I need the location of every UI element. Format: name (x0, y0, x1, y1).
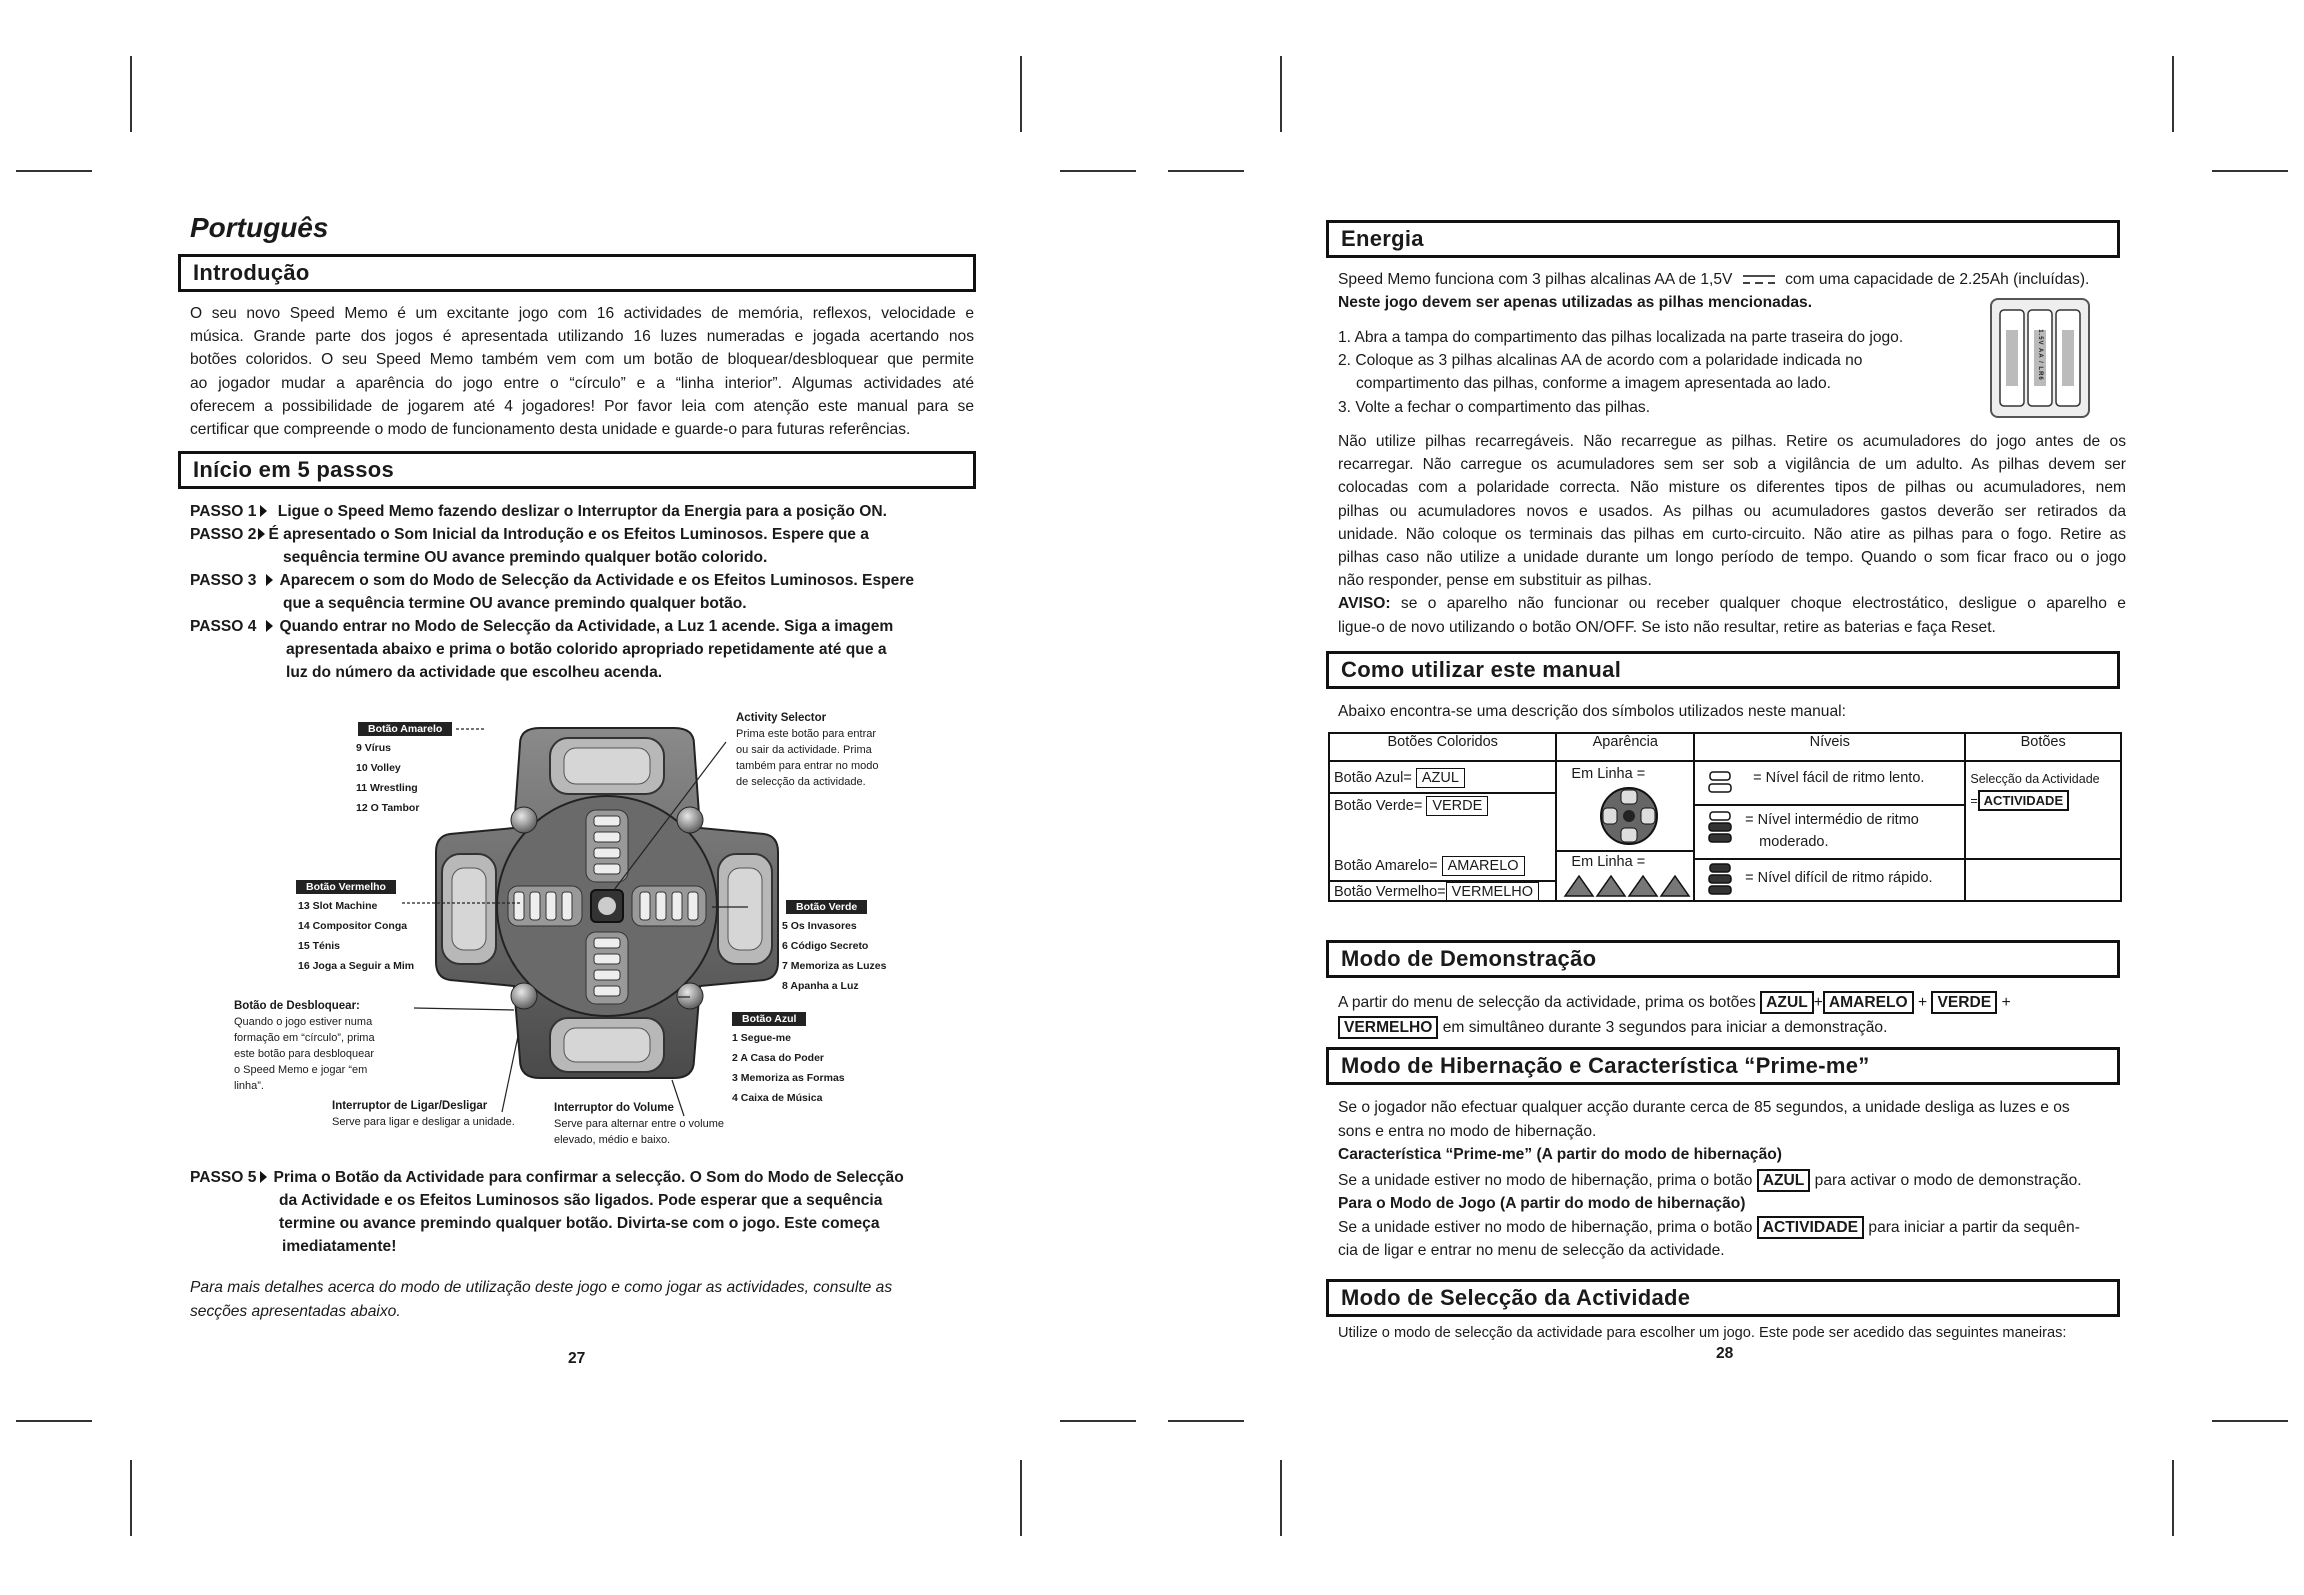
battery-label: 1.5V AA / LR6 (2037, 329, 2043, 381)
battery-compartment-illustration (1990, 298, 2090, 418)
crop-mark (1280, 1460, 1282, 1536)
box-amarelo: AMARELO (1442, 856, 1525, 876)
crop-mark (2212, 1420, 2288, 1422)
demo-btn-verde: VERDE (1931, 991, 1997, 1014)
intro-paragraph: O seu novo Speed Memo é um excitante jogo com 16 actividades de memória, reflexos, velocidade e música. Grande parte dos jogos é apresentada utilizando 16 luzes numeradas e jogada acertando nos botões coloridos. O seu Speed Memo também vem com um botão de bloquear/desbloquear que permite ao jogador mudar a aparência do jogo entre o “círculo” e a “linha interior”. Algumas actividades até oferecem a possibilidade de jogarem até 4 jogadores! Por favor leia com atenção este manual para se certificar que compreende o modo de funcionamento desta unidade e guarde-o para futuras referências. (190, 305, 974, 439)
step-3: PASSO 3 Aparecem o som do Modo de Selecção da Actividade e os Efeitos Luminosos. Espere que a sequência termine OU avance premindo qualquer botão. (190, 572, 915, 612)
hiber-btn-azul: AZUL (1757, 1169, 1811, 1192)
col-levels: Níveis (1694, 733, 1965, 761)
demo-btn-amarelo: AMARELO (1823, 991, 1914, 1014)
col-colored-buttons: Botões Coloridos (1329, 733, 1556, 761)
speed-memo-diagram (190, 700, 980, 1160)
crop-mark (2212, 170, 2288, 172)
crop-mark (1168, 170, 1244, 172)
yellow-activity-list: 9 Vírus 10 Volley 11 Wrestling 12 O Tambor (356, 742, 420, 814)
arrow-right-icon (258, 528, 265, 540)
hibernation-heading: Modo de Hibernação e Característica “Prime-me” (1326, 1047, 2120, 1085)
unlock-button-note: Botão de Desbloquear: Quando o jogo estiver numa formação em “círculo”, prima este botão para desbloquear o Speed Memo e jogar “em linha”. (234, 1000, 375, 1092)
box-verde: VERDE (1426, 796, 1488, 816)
red-activity-list: 13 Slot Machine 14 Compositor Conga 15 Ténis 16 Joga a Seguir a Mim (298, 900, 415, 972)
line-formation-icon (1561, 870, 1693, 902)
power-switch-note: Interruptor de Ligar/Desligar Serve para ligar e desligar a unidade. (332, 1100, 515, 1128)
step-1: PASSO 1 Ligue o Speed Memo fazendo deslizar o Interruptor da Energia para a posição ON. (190, 503, 887, 520)
crop-mark (16, 170, 92, 172)
step-5: PASSO 5 Prima o Botão da Actividade para confirmar a selecção. O Som do Modo de Selecção da Actividade e os Efeitos Luminosos são ligados. Pode esperar que a sequência termine ou avance premindo qualquer botão. Divirta-se com o jogo. Este começa imediatamente! (190, 1169, 904, 1255)
crop-mark (2172, 1460, 2174, 1536)
box-vermelho: VERMELHO (1446, 882, 1539, 902)
demo-btn-azul: AZUL (1760, 991, 1814, 1014)
level-hard-icon (1707, 862, 1733, 898)
energy-steps: 1. Abra a tampa do compartimento das pilhas localizada na parte traseira do jogo. 2. Coloque as 3 pilhas alcalinas AA de acordo com a polaridade indicada no compartimento das pilhas, conforme a imagem apresentada ao lado. 3. Volte a fechar o compartimento das pilhas. (1338, 329, 1904, 416)
arrow-right-icon (266, 574, 273, 586)
step-4: PASSO 4 Quando entrar no Modo de Selecção da Actividade, a Luz 1 acende. Siga a imagem apresentada abaixo e prima o botão colorido apropriado repetidamente até que a luz do número da actividade que escolheu acenda. (190, 618, 894, 681)
crop-mark (130, 1460, 132, 1536)
crop-mark (1020, 1460, 1022, 1536)
col-appearance: Aparência (1556, 733, 1694, 761)
blue-button-label: Botão Azul (732, 1012, 806, 1026)
cell-colors: Botão Azul= AZUL Botão Verde= VERDE Botão Amarelo= AMARELO Botão Vermelho= VERMELHO (1329, 761, 1556, 901)
green-activity-list: 5 Os Invasores 6 Código Secreto 7 Memoriza as Luzes 8 Apanha a Luz (782, 920, 887, 992)
footnote: Para mais detalhes acerca do modo de utilização deste jogo e como jogar as actividades, consulte as secções apresentadas abaixo. (190, 1279, 893, 1320)
step-2: PASSO 2 É apresentado o Som Inicial da Introdução e os Efeitos Luminosos. Espere que a sequência termine OU avance premindo qualquer botão colorido. (190, 526, 869, 566)
manual-intro: Abaixo encontra-se uma descrição dos símbolos utilizados neste manual: (1338, 703, 1846, 720)
crop-mark (1060, 1420, 1136, 1422)
page-right (1334, 0, 2138, 1595)
energy-warnings: Não utilize pilhas recarregáveis. Não recarregue as pilhas. Retire os acumuladores do jogo antes de os recarregar. Não carregue os acumuladores sem ser sob a vigilância de um adulto. As pilhas devem ser colocadas com a polaridade correcta. Não misture os diferentes tipos de pilhas ou acumuladores, nem pilhas ou acumuladores novos e usados. As pilhas ou acumuladores gastos deverão ser retirados da unidade. Não coloque os terminais das pilhas em curto-circuito. Não atire as pilhas para o fogo. Retire as pilhas caso não utilize a unidade durante um longo período de tempo. Quando o som ficar fraco ou o jogo não responder, pense em substituir as pilhas. AVISO: se o aparelho não funcionar ou receber qualquer choque electrostático, desligue o aparelho e ligue-o de novo utilizando o botão ON/OFF. Se isto não resultar, retire as baterias e faça Reset. (1338, 433, 2126, 636)
arrow-right-icon (260, 505, 267, 517)
activity-selector-note: Activity Selector Prima este botão para entrar ou sair da actividade. Prima também para entrar no modo de selecção da actividade. (736, 712, 879, 788)
dc-symbol-icon (1741, 273, 1777, 285)
box-azul: AZUL (1416, 768, 1465, 788)
col-buttons: Botões (1965, 733, 2121, 761)
start-heading: Início em 5 passos (178, 451, 976, 489)
hiber-btn-actividade: ACTIVIDADE (1757, 1216, 1864, 1239)
page-left (190, 0, 980, 1595)
crop-mark (1060, 170, 1136, 172)
box-actividade: ACTIVIDADE (1978, 790, 2069, 811)
hibernation-text: Se o jogador não efectuar qualquer acção durante cerca de 85 segundos, a unidade desliga as luzes e os sons e entra no modo de hibernação. Característica “Prime-me” (A partir do modo de hibernação) Se a unidade estiver no modo de hibernação, prima o botão AZUL para activar o modo de demonstração. Para o Modo de Jogo (A partir do modo de hibernação) Se a unidade estiver no modo de hibernação, prima o botão ACTIVIDADE para iniciar a partir da sequên- cia de ligar e entrar no menu de selecção da actividade. (1338, 1099, 2082, 1259)
crop-mark (16, 1420, 92, 1422)
symbols-table (1328, 732, 2122, 902)
selection-heading: Modo de Selecção da Actividade (1326, 1279, 2120, 1317)
crop-mark (1168, 1420, 1244, 1422)
demo-btn-vermelho: VERMELHO (1338, 1016, 1438, 1039)
demo-heading: Modo de Demonstração (1326, 940, 2120, 978)
crop-mark (2172, 56, 2174, 132)
crop-mark (130, 56, 132, 132)
volume-switch-note: Interruptor do Volume Serve para alternar entre o volume elevado, médio e baixo. (554, 1102, 724, 1146)
blue-activity-list: 1 Segue-me 2 A Casa do Poder 3 Memoriza as Formas 4 Caixa de Música (732, 1032, 845, 1104)
intro-heading: Introdução (178, 254, 976, 292)
arrow-right-icon (260, 1171, 267, 1183)
energy-heading: Energia (1326, 220, 2120, 258)
arrow-right-icon (266, 620, 273, 632)
page-number: 27 (568, 1350, 586, 1367)
circle-formation-icon (1597, 784, 1661, 848)
language-title: Português (190, 212, 329, 243)
red-button-label: Botão Vermelho (296, 880, 396, 894)
page-number: 28 (1716, 1345, 1734, 1362)
crop-mark (1280, 56, 1282, 132)
level-medium-icon (1707, 810, 1733, 844)
manual-heading: Como utilizar este manual (1326, 651, 2120, 689)
green-button-label: Botão Verde (786, 900, 867, 914)
cell-appearance: Em Linha = Em Linha = (1556, 761, 1694, 901)
cell-levels: = Nível fácil de ritmo lento. = Nível intermédio de ritmo moderado. = Nível difícil de ritmo rápido. (1694, 761, 1965, 901)
yellow-button-label: Botão Amarelo (358, 722, 452, 736)
selection-text: Utilize o modo de selecção da actividade para escolher um jogo. Este pode ser acedido das seguintes maneiras: (1338, 1325, 2067, 1341)
cell-buttons: Selecção da Actividade = ACTIVIDADE (1965, 761, 2121, 901)
energy-intro: Speed Memo funciona com 3 pilhas alcalinas AA de 1,5V com uma capacidade de 2.25Ah (incluídas). Neste jogo devem ser apenas utilizadas as pilhas mencionadas. (1338, 271, 2090, 312)
level-easy-icon (1707, 768, 1733, 798)
demo-text: A partir do menu de selecção da actividade, prima os botões AZUL + AMARELO + VERDE + VERMELHO em simultâneo durante 3 segundos para iniciar a demonstração. (1338, 990, 2138, 1040)
crop-mark (1020, 56, 1022, 132)
